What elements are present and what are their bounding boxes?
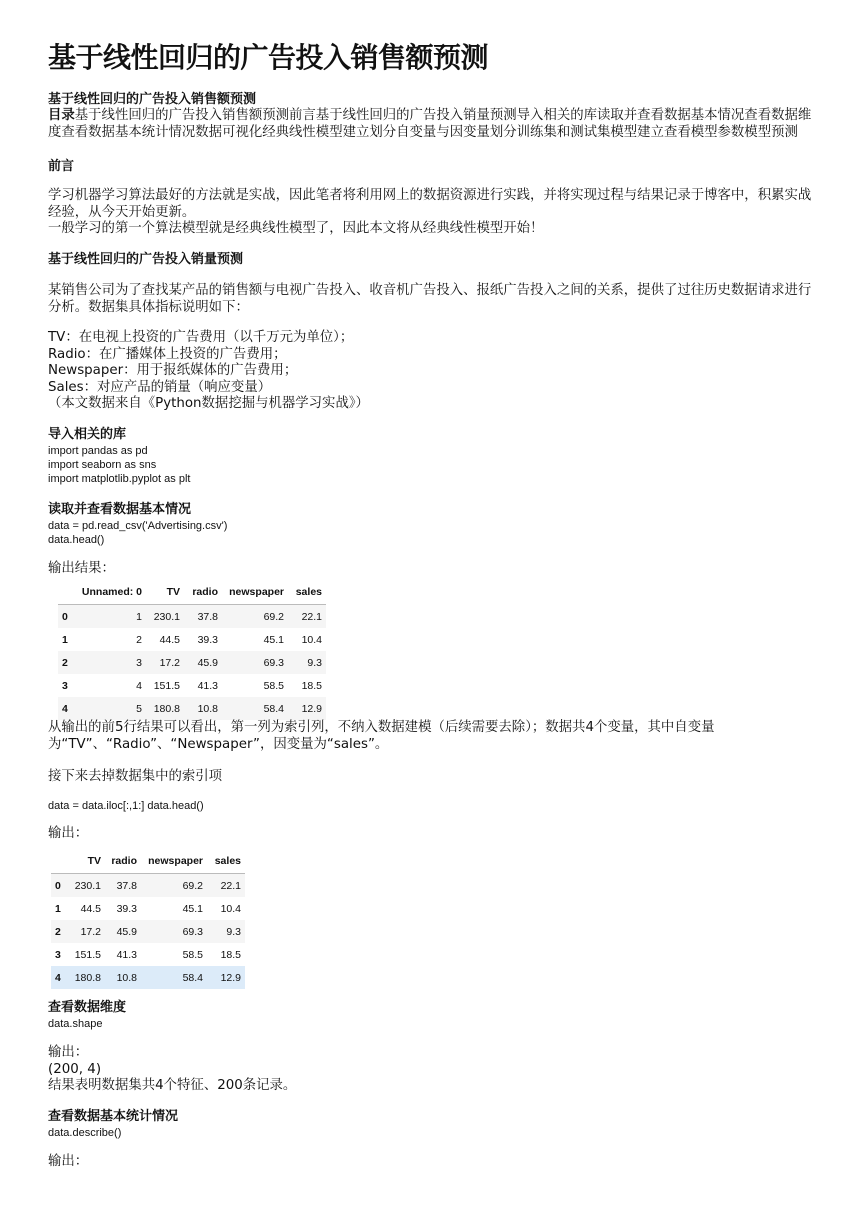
- table-row: 3 4 151.5 41.3 58.5 18.5: [62, 679, 322, 692]
- drop-index-text: 接下来去掉数据集中的索引项: [48, 769, 223, 784]
- column-header: newspaper: [229, 586, 284, 598]
- preface-paragraph-2: 一般学习的第一个算法模型就是经典线性模型了，因此本文将从经典线性模型开始！: [48, 221, 544, 236]
- table-row: 1 44.5 39.3 45.1 10.4: [55, 902, 241, 915]
- read-heading: 读取并查看数据基本情况: [48, 502, 192, 517]
- head-table-without-index: [51, 849, 245, 989]
- column-header: TV: [87, 855, 101, 867]
- column-header: newspaper: [148, 855, 203, 867]
- data-source-note: （本文数据来自《Python数据挖掘与机器学习实战》）: [48, 396, 369, 411]
- column-header: Unnamed: 0: [81, 586, 142, 598]
- column-header: TV: [166, 586, 180, 598]
- column-header: [58, 580, 80, 605]
- table-row: 3 151.5 41.3 58.5 18.5: [55, 948, 241, 961]
- table-row: 0 230.1 37.8 69.2 22.1: [51, 874, 245, 898]
- output-label-4: 输出：: [48, 1154, 89, 1169]
- variable-list: [48, 330, 820, 413]
- describe-heading: 查看数据基本统计情况: [48, 1109, 179, 1124]
- column-header: sales: [214, 855, 241, 867]
- import-heading: 导入相关的库: [48, 427, 127, 442]
- table-row: 2 17.2 45.9 69.3 9.3: [51, 920, 245, 943]
- import-code-block: [48, 444, 820, 486]
- shape-result: (200, 4): [48, 1062, 102, 1077]
- table-row: 0 1 230.1 37.8 69.2 22.1: [58, 605, 326, 629]
- code-line: import pandas as pd: [48, 445, 148, 457]
- column-header: [51, 849, 65, 874]
- toc-heading: 基于线性回归的广告投入销售额预测: [48, 92, 257, 107]
- variable-tv: TV：在电视上投资的广告费用（以千万元为单位）；: [48, 330, 354, 345]
- column-header: sales: [295, 586, 322, 598]
- code-line: import matplotlib.pyplot as plt: [48, 473, 191, 485]
- output-label-2: 输出：: [48, 826, 89, 841]
- head-table-with-index: [58, 580, 326, 720]
- section-paragraph: 某销售公司为了查找某产品的销售额与电视广告投入、收音机广告投入、报纸广告投入之间的关系，提供了过往历史数据请求进行分析。数据集具体指标说明如下：: [48, 283, 812, 315]
- table-header-row: [58, 580, 326, 605]
- table-row: 4 5 180.8 10.8 58.4 12.9: [58, 697, 326, 720]
- variable-radio: Radio：在广播媒体上投资的广告费用；: [48, 346, 287, 362]
- shape-code: data.shape: [48, 1018, 103, 1030]
- section-heading: 基于线性回归的广告投入销量预测: [48, 252, 244, 267]
- column-header: radio: [111, 855, 137, 867]
- code-line: data = pd.read_csv('Advertising.csv'): [48, 520, 228, 532]
- describe-code: data.describe(): [48, 1127, 122, 1139]
- table-row: 1 2 44.5 39.3 45.1 10.4: [62, 633, 322, 646]
- code-line: data.head(): [48, 534, 105, 546]
- toc-text[interactable]: 基于线性回归的广告投入销售额预测前言基于线性回归的广告投入销量预测导入相关的库读取并查看数据基本情况查看数据维度查看数据基本统计情况数据可视化经典线性模型建立划分自变量与因变量划分训练集和测试集模型建立查看模型参数模型预测: [48, 108, 812, 140]
- drop-index-code: data = data.iloc[:,1:] data.head(): [48, 800, 204, 812]
- table-row-highlighted: 4 180.8 10.8 58.4 12.9: [51, 966, 245, 989]
- column-header: radio: [192, 586, 218, 598]
- output-label-3: 输出：: [48, 1045, 89, 1060]
- variable-newspaper: Newspaper：用于报纸媒体的广告费用；: [48, 363, 298, 378]
- shape-conclusion: 结果表明数据集共4个特征、200条记录。: [48, 1078, 297, 1093]
- table1-explanation: 从输出的前5行结果可以看出，第一列为索引列，不纳入数据建模（后续需要去除）；数据共4个变量，其中自变量为“TV”、“Radio”、“Newspaper”，因变量为“sales”。: [48, 720, 715, 752]
- table-of-contents: [48, 108, 820, 141]
- shape-heading: 查看数据维度: [48, 1000, 127, 1015]
- toc-label: 目录: [48, 108, 75, 123]
- variable-sales: Sales：对应产品的销量（响应变量）: [48, 379, 272, 395]
- output-label-1: 输出结果：: [48, 561, 115, 576]
- read-code-block: [48, 519, 820, 547]
- preface-heading: 前言: [48, 159, 75, 174]
- page-title: 基于线性回归的广告投入销售额预测: [48, 41, 489, 74]
- table-header-row: [51, 849, 245, 874]
- table-row: 2 3 17.2 45.9 69.3 9.3: [58, 651, 326, 674]
- code-line: import seaborn as sns: [48, 459, 157, 471]
- preface-paragraph-1: 学习机器学习算法最好的方法就是实战，因此笔者将利用网上的数据资源进行实践，并将实现过程与结果记录于博客中，积累实战经验，从今天开始更新。: [48, 188, 812, 220]
